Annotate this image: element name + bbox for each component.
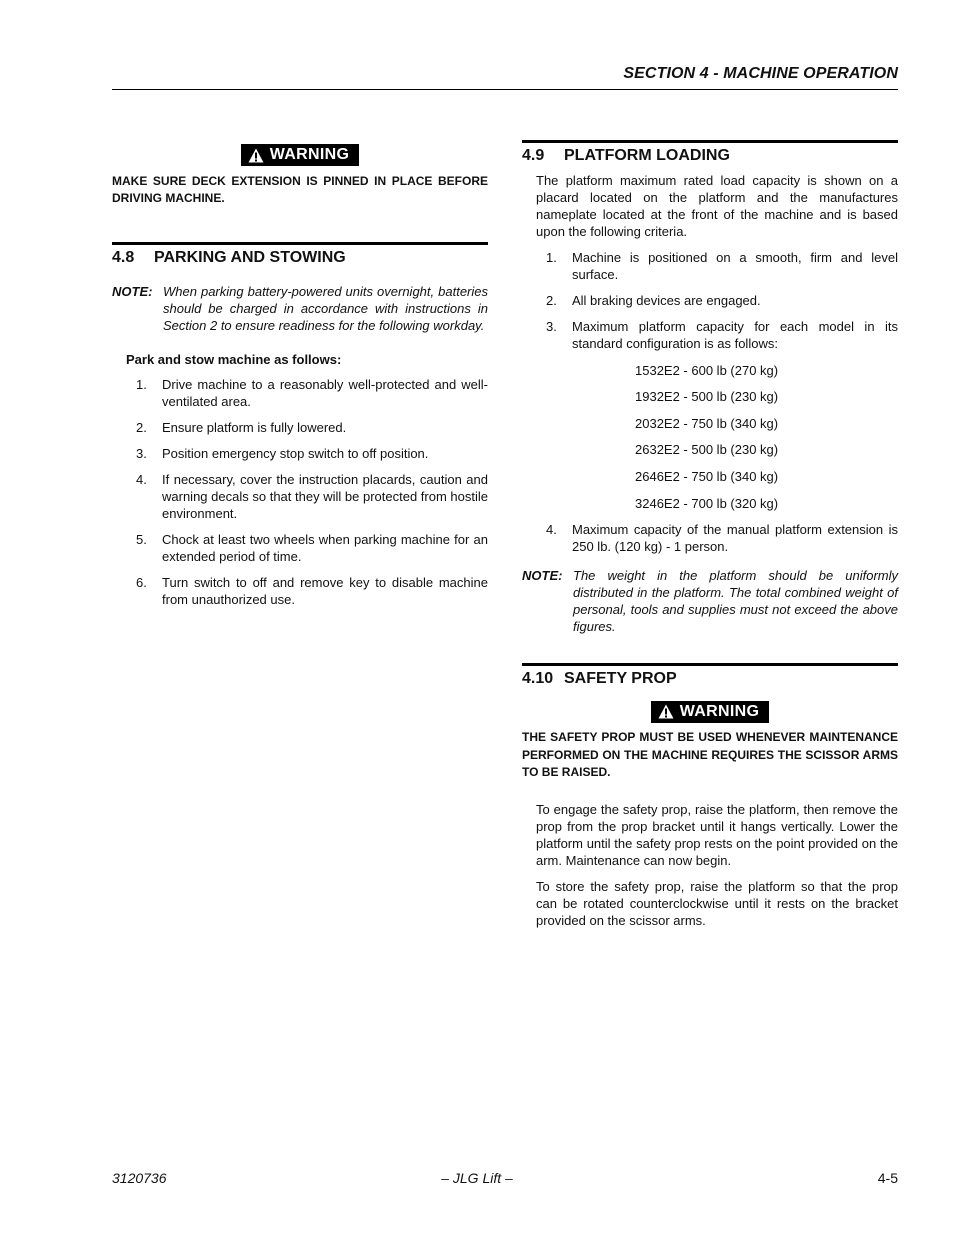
loading-criteria-list-cont bbox=[522, 521, 898, 555]
safety-prop-engage-paragraph: To engage the safety prop, raise the platform, then remove the prop from the prop bracket until it hangs vertically. Lower the platform until the safety prop rests on the point provided on the arm. Maintenance can now begin. bbox=[536, 801, 898, 868]
list-item: 5. Chock at least two wheels when parking machine for an extended period of time. bbox=[136, 531, 488, 564]
warning-block-safety-prop bbox=[522, 701, 898, 725]
list-item: 2. Ensure platform is fully lowered. bbox=[136, 419, 347, 435]
note-text: The weight in the platform should be uniformly distributed in the platform. The total combined weight of personal, tools and supplies must not exceed the above figures. bbox=[573, 567, 898, 634]
section-title: PARKING AND STOWING bbox=[154, 248, 346, 266]
list-item: 6. Turn switch to off and remove key to disable machine from unauthorized use. bbox=[136, 574, 488, 607]
platform-loading-intro: The platform maximum rated load capacity is shown on a placard located on the platform and the manufactures nameplate located at the front of the machine and is based upon the following criteria. bbox=[536, 173, 898, 239]
section-number: 4.8 bbox=[112, 248, 135, 266]
model-capacity-list bbox=[635, 362, 898, 512]
parking-steps-list bbox=[112, 376, 488, 608]
list-item: 2. All braking devices are engaged. bbox=[546, 293, 761, 308]
warning-label: WARNING bbox=[679, 702, 760, 720]
header-rule bbox=[112, 89, 898, 90]
list-item: 1. Drive machine to a reasonably well-protected and well-ventilated area. bbox=[136, 376, 488, 409]
model-capacity-item: 1532E2 - 600 lb (270 kg) bbox=[635, 362, 779, 378]
list-item: 4. Maximum capacity of the manual platform extension is 250 lb. (120 kg) - 1 person. bbox=[546, 521, 898, 554]
model-capacity-item: 2032E2 - 750 lb (340 kg) bbox=[635, 415, 779, 431]
section-heading-4-8 bbox=[112, 249, 488, 267]
section-title: PLATFORM LOADING bbox=[564, 147, 730, 164]
list-item: 3. Position emergency stop switch to off position. bbox=[136, 445, 429, 461]
section-title: SAFETY PROP bbox=[564, 669, 677, 687]
warning-triangle-icon bbox=[658, 704, 674, 719]
footer-page-number: 4-5 bbox=[877, 1170, 898, 1186]
model-capacity-item: 3246E2 - 700 lb (320 kg) bbox=[635, 495, 779, 511]
note-battery bbox=[112, 283, 488, 334]
warning-triangle-icon bbox=[248, 148, 264, 163]
section-heading-4-9 bbox=[522, 147, 898, 165]
note-label: NOTE: bbox=[522, 567, 563, 583]
note-weight-distribution bbox=[522, 567, 898, 635]
warning-text-deck-extension: MAKE SURE DECK EXTENSION IS PINNED IN PLACE BEFORE DRIVING MACHINE. bbox=[112, 173, 488, 205]
section-rule bbox=[522, 140, 898, 143]
list-item: 1. Machine is positioned on a smooth, firm and level surface. bbox=[546, 250, 898, 282]
model-capacity-item: 2646E2 - 750 lb (340 kg) bbox=[635, 468, 779, 484]
warning-label: WARNING bbox=[269, 146, 350, 163]
warning-text-safety-prop: THE SAFETY PROP MUST BE USED WHENEVER MAINTENANCE PERFORMED ON THE MACHINE REQUIRES THE SCISSOR ARMS TO BE RAISED. bbox=[522, 730, 898, 780]
warning-badge bbox=[241, 144, 359, 166]
note-text: When parking battery-powered units overnight, batteries should be charged in accordance with instructions in Section 2 to ensure readiness for the following workday. bbox=[163, 283, 488, 333]
model-capacity-item: 2632E2 - 500 lb (230 kg) bbox=[635, 442, 779, 458]
section-heading-4-10 bbox=[522, 670, 898, 688]
safety-prop-store-paragraph: To store the safety prop, raise the platform so that the prop can be rotated counterclockwise until it rests on the bracket provided on the scissor arms. bbox=[536, 878, 898, 928]
footer-doc-number: 3120736 bbox=[112, 1170, 167, 1186]
model-capacity-item: 1932E2 - 500 lb (230 kg) bbox=[635, 389, 779, 405]
warning-block-deck bbox=[112, 144, 488, 168]
section-header-title: SECTION 4 - MACHINE OPERATION bbox=[623, 65, 898, 82]
left-column bbox=[112, 130, 488, 608]
loading-criteria-list bbox=[522, 249, 898, 352]
note-label: NOTE: bbox=[112, 283, 153, 299]
list-item: 4. If necessary, cover the instruction placards, caution and warning decals so that they will be protected from hostile environment. bbox=[136, 471, 488, 521]
section-number: 4.10 bbox=[522, 669, 554, 687]
list-item: 3. Maximum platform capacity for each model in its standard configuration is as follows: bbox=[546, 319, 898, 351]
footer-publisher: – JLG Lift – bbox=[441, 1170, 513, 1186]
warning-badge bbox=[651, 701, 769, 723]
park-and-stow-subheading: Park and stow machine as follows: bbox=[126, 351, 342, 367]
section-rule bbox=[112, 242, 488, 245]
section-rule bbox=[522, 663, 898, 666]
right-column bbox=[522, 140, 898, 929]
section-number: 4.9 bbox=[522, 147, 545, 164]
